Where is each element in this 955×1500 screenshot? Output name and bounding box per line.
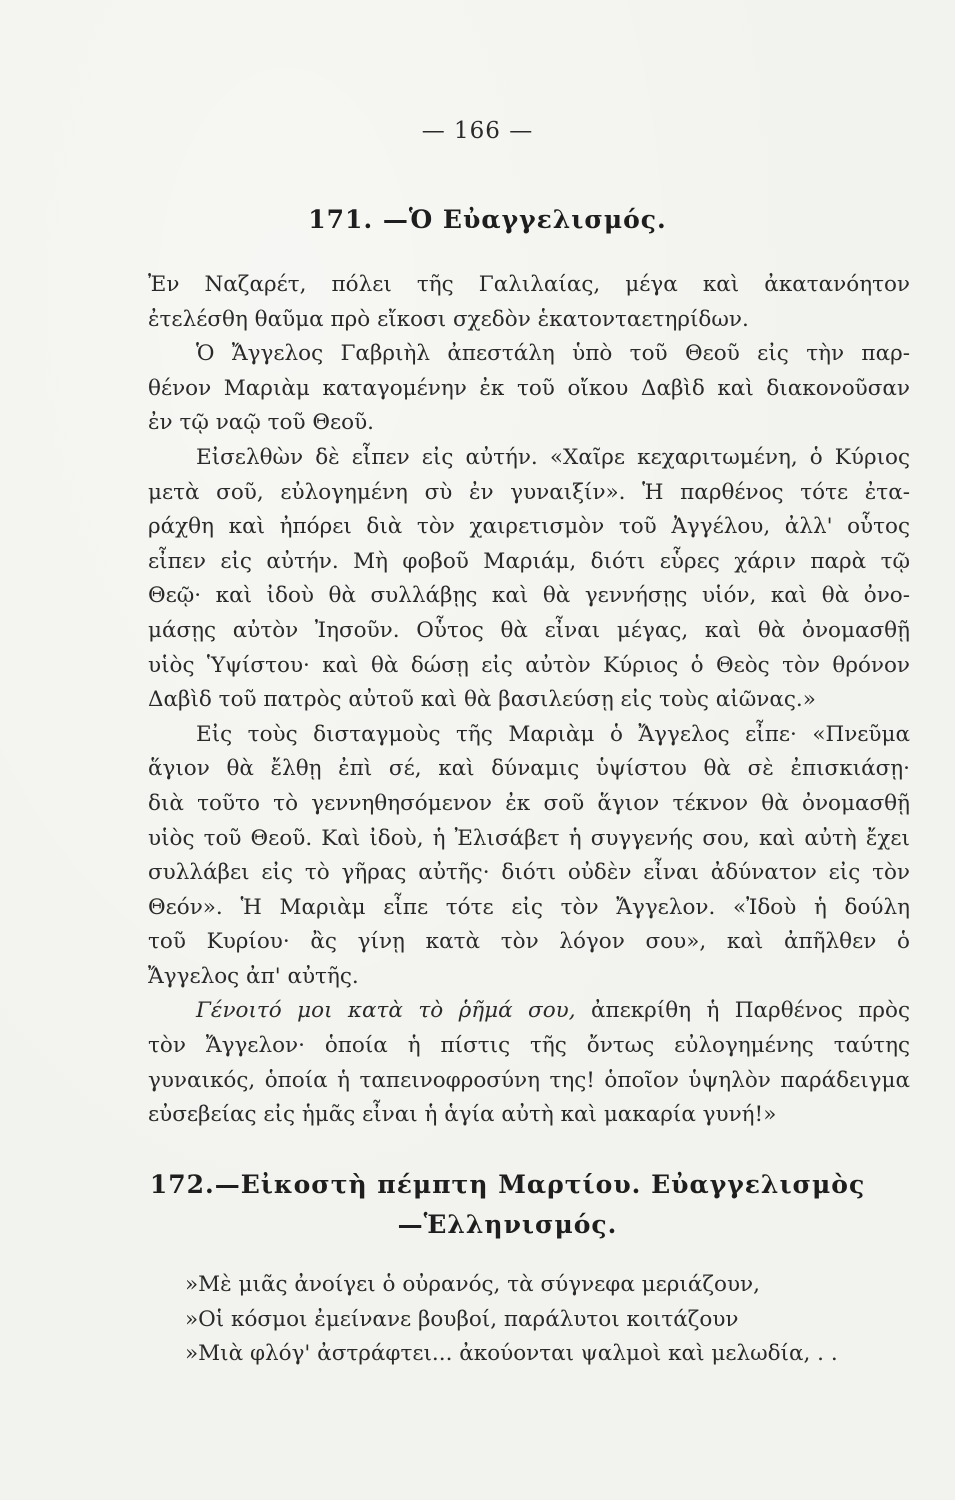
section-heading-171: 171. —Ὁ Εὐαγγελισμός. — [308, 205, 667, 234]
verse-line: »Οἱ κόσμοι ἐμείνανε βουβοί, παράλυτοι κοιτάζουν — [185, 1306, 739, 1332]
text-line: Ἐν Ναζαρέτ, πόλει τῆς Γαλιλαίας, μέγα καὶ ἀκατανόητον — [148, 272, 910, 297]
section-heading-172: 172.—Εἰκοστὴ πέμπτη Μαρτίου. Εὐαγγελισμὸς — [149, 1170, 866, 1199]
italic-quote: Γένοιτό μοι κατὰ τὸ ῥῆμά σου, — [196, 998, 576, 1024]
text-line: ἅγιον θὰ ἔλθῃ ἐπὶ σέ, καὶ δύναμις ὑψίστου θὰ σὲ ἐπισκιάσῃ· — [148, 756, 910, 782]
text-line: υἱὸς τοῦ Θεοῦ. Καὶ ἰδοὺ, ἡ Ἐλισάβετ ἡ συγγενής σου, καὶ αὐτὴ ἔχει — [148, 825, 910, 851]
text-line: Ἄγγελος ἀπ' αὐτῆς. — [148, 963, 359, 989]
text-line: Ὁ Ἄγγελος Γαβριὴλ ἀπεστάλη ὑπὸ τοῦ Θεοῦ εἰς τὴν παρ- — [196, 341, 910, 367]
text-line: διὰ τοῦτο τὸ γεννηθησόμενον ἐκ σοῦ ἅγιον τέκνον θὰ ὀνομασθῇ — [148, 790, 910, 816]
text-line-italic-lead: Γένοιτό μοι κατὰ τὸ ῥῆμά σου, ἀπεκρίθη ἡ Παρθένος πρὸς — [196, 998, 910, 1024]
page-number: — 166 — — [421, 118, 534, 144]
text-line: εὐσεβείας εἰς ἡμᾶς εἶναι ἡ ἁγία αὐτὴ καὶ μακαρία γυνή!» — [148, 1102, 777, 1128]
text-line: Δαβὶδ τοῦ πατρὸς αὐτοῦ καὶ θὰ βασιλεύσῃ εἰς τοὺς αἰῶνας.» — [148, 687, 816, 713]
verse-line: »Μὲ μιᾶς ἀνοίγει ὁ οὐρανός, τὰ σύγνεφα μεριάζουν, — [185, 1272, 760, 1297]
section-subheading-172: —Ἑλληνισμός. — [397, 1210, 618, 1239]
text-line: συλλάβει εἰς τὸ γῆρας αὐτῆς· διότι οὐδὲν εἶναι ἀδύνατον εἰς τὸν — [148, 860, 910, 886]
text-line: γυναικός, ὁποία ἡ ταπεινοφροσύνη της! ὁποῖον ὑψηλὸν παράδειγμα — [148, 1067, 910, 1093]
text-line: εἶπεν εἰς αὐτήν. Μὴ φοβοῦ Μαριάμ, διότι εὗρες χάριν παρὰ τῷ — [148, 548, 910, 574]
text-line: τοῦ Κυρίου· ἂς γίνῃ κατὰ τὸν λόγον σου», καὶ ἀπῆλθεν ὁ — [148, 929, 910, 955]
text-line: Θεῷ· καὶ ἰδοὺ θὰ συλλάβῃς καὶ θὰ γεννήσῃς υἱόν, καὶ θὰ ὀνο- — [148, 583, 910, 609]
verse-line: »Μιὰ φλόγ' ἀστράφτει... ἀκούονται ψαλμοὶ καὶ μελωδία, . . — [185, 1341, 838, 1366]
text-line: υἱὸς Ὑψίστου· καὶ θὰ δώσῃ εἰς αὐτὸν Κύριος ὁ Θεὸς τὸν θρόνον — [148, 652, 910, 678]
text-line: θένον Μαριὰμ καταγομένην ἐκ τοῦ οἴκου Δαβὶδ καὶ διακονοῦσαν — [148, 375, 910, 401]
verse-block — [185, 1268, 905, 1372]
text-line: ἐν τῷ ναῷ τοῦ Θεοῦ. — [148, 410, 375, 436]
text-line: Εἰσελθὼν δὲ εἶπεν εἰς αὐτήν. «Χαῖρε κεχαριτωμένη, ὁ Κύριος — [196, 444, 910, 470]
text-line: ράχθη καὶ ἠπόρει διὰ τὸν χαιρετισμὸν τοῦ Ἀγγέλου, ἀλλ' οὗτος — [148, 514, 910, 540]
text-line: μάσῃς αὐτὸν Ἰησοῦν. Οὗτος θὰ εἶναι μέγας, καὶ θὰ ὀνομασθῇ — [148, 617, 910, 643]
text-line: Εἰς τοὺς δισταγμοὺς τῆς Μαριὰμ ὁ Ἄγγελος εἶπε· «Πνεῦμα — [196, 721, 910, 747]
text-line: Θεόν». Ἡ Μαριὰμ εἶπε τότε εἰς τὸν Ἄγγελον. «Ἰδοὺ ἡ δούλη — [148, 894, 910, 920]
text-line: τὸν Ἄγγελον· ὁποία ἡ πίστις τῆς ὄντως εὐλογημένης ταύτης — [148, 1033, 910, 1059]
text-line: ἐτελέσθη θαῦμα πρὸ εἴκοσι σχεδὸν ἑκατονταετηρίδων. — [148, 306, 749, 332]
section-171-body — [148, 268, 910, 1133]
text-line: μετὰ σοῦ, εὐλογημένη σὺ ἐν γυναιξίν». Ἡ παρθένος τότε ἐτα- — [148, 479, 910, 505]
